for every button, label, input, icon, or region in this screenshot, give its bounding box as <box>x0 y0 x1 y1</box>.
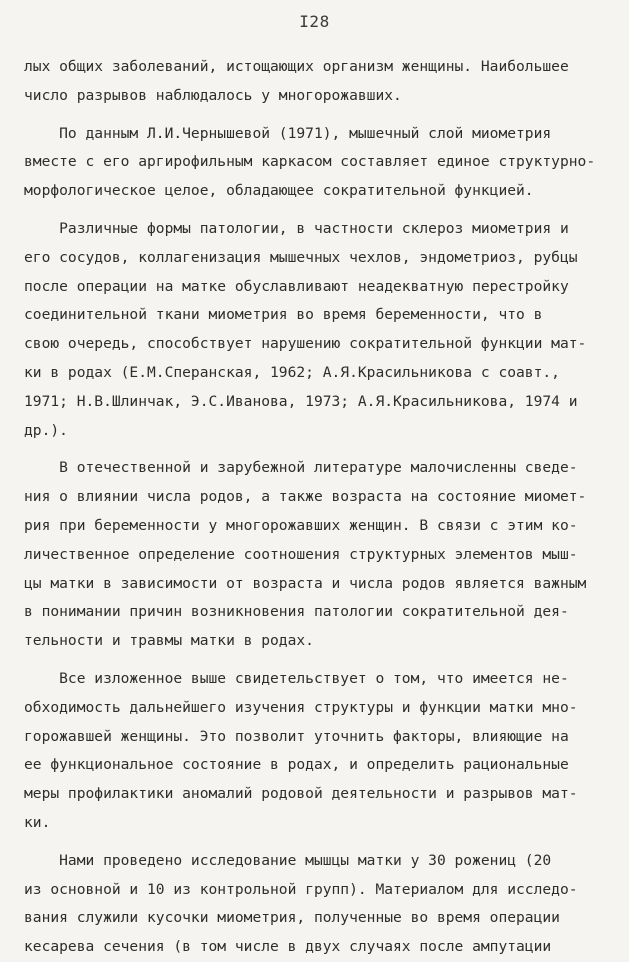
text-line: ния о влиянии числа родов, а также возраста на состояние миомет- <box>24 488 587 506</box>
text-line: из основной и 10 из контрольной групп). Материалом для исследо- <box>24 880 578 898</box>
text-line: В отечественной и зарубежной литературе малочисленны сведе- <box>24 459 578 477</box>
paragraph-spacer <box>24 656 604 665</box>
page-number: I28 <box>299 12 330 31</box>
text-line: 1971; Н.В.Шлинчак, Э.С.Иванова, 1973; А.Я.Красильникова, 1974 и <box>24 392 578 410</box>
text-line: ее функциональное состояние в родах, и определить рациональные <box>24 756 569 774</box>
text-line: ки. <box>24 813 51 831</box>
paragraph <box>24 120 604 206</box>
paragraph <box>24 847 604 962</box>
text-line: Различные формы патологии, в частности склероз миометрия и <box>24 219 569 237</box>
text-line: Нами проведено исследование мышцы матки у 30 рожениц (20 <box>24 851 552 869</box>
text-line: По данным Л.И.Чернышевой (1971), мышечный слой миометрия <box>24 124 552 142</box>
text-line: личественное определение соотношения структурных элементов мыш- <box>24 545 578 563</box>
text-line: соединительной ткани миометрия во время беременности, что в <box>24 306 543 324</box>
text-line: в понимании причин возникновения патологии сократительной дея- <box>24 603 569 621</box>
paragraph <box>24 665 604 838</box>
text-line: его сосудов, коллагенизация мышечных чехлов, эндометриоз, рубцы <box>24 248 578 266</box>
text-line: рия при беременности у многорожавших женщин. В связи с этим ко- <box>24 516 578 534</box>
text-line: ки в родах (Е.М.Сперанская, 1962; А.Я.Красильникова с соавт., <box>24 363 560 381</box>
text-line: вместе с его аргирофильным каркасом составляет единое структурно- <box>24 153 596 171</box>
paragraph-spacer <box>24 206 604 215</box>
body-text <box>24 53 604 962</box>
text-line: меры профилактики аномалий родовой деятельности и разрывов мат- <box>24 785 578 803</box>
text-line: обходимость дальнейшего изучения структуры и функции матки мно- <box>24 698 578 716</box>
paragraph <box>24 53 604 111</box>
text-line: после операции на матке обуславливают неадекватную перестройку <box>24 277 569 295</box>
text-line: др.). <box>24 421 68 439</box>
text-line: кесарева сечения (в том числе в двух случаях после ампутации <box>24 938 552 956</box>
text-line: горожавшей женщины. Это позволит уточнить факторы, влияющие на <box>24 727 569 745</box>
text-line: морфологическое целое, обладающее сократительной функцией. <box>24 182 534 200</box>
text-line: лых общих заболеваний, истощающих организм женщины. Наибольшее <box>24 58 569 75</box>
text-line: цы матки в зависимости от возраста и числа родов является важным <box>24 574 587 592</box>
paragraph <box>24 454 604 656</box>
paragraph-spacer <box>24 838 604 847</box>
paragraph-spacer <box>24 445 604 454</box>
paragraph <box>24 215 604 445</box>
text-line: число разрывов наблюдалось у многорожавших. <box>24 86 402 104</box>
paragraph-spacer <box>24 111 604 120</box>
text-line: свою очередь, способствует нарушению сократительной функции мат- <box>24 335 587 353</box>
text-line: вания служили кусочки миометрия, полученные во время операции <box>24 909 560 927</box>
text-line: тельности и травмы матки в родах. <box>24 632 314 650</box>
text-line: Все изложенное выше свидетельствует о том, что имеется не- <box>24 669 569 687</box>
